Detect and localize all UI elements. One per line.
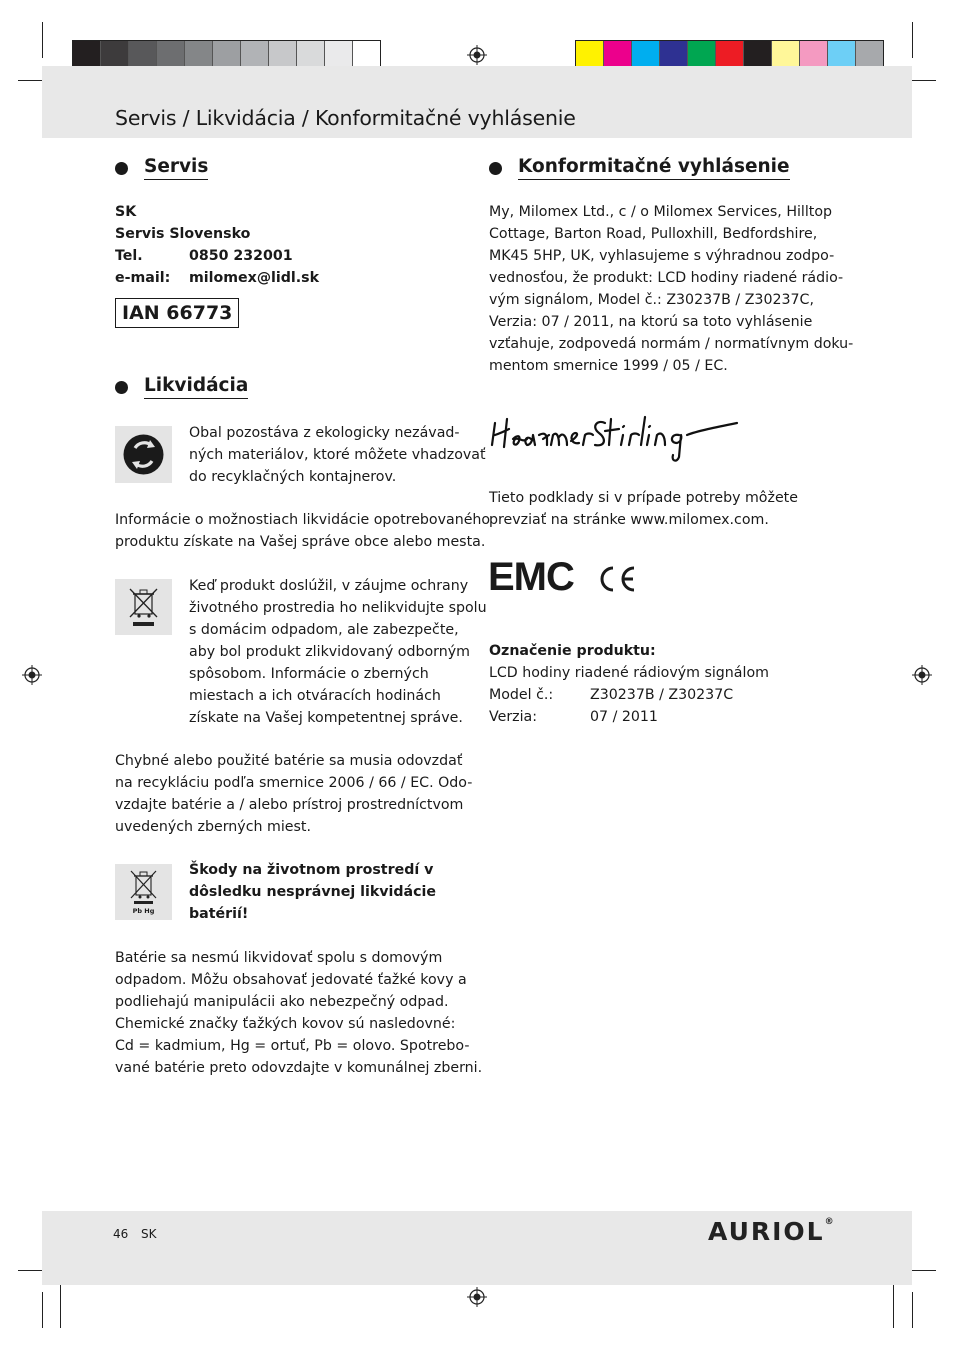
section-heading-likvidacia — [115, 375, 248, 399]
service-contact-block — [115, 201, 319, 289]
text-line: batérií! — [189, 906, 249, 922]
product-model-row — [489, 684, 769, 706]
text-line: odpadom. Môžu obsahovať jedovaté ťažké kovy a — [115, 972, 467, 988]
service-phone — [115, 245, 319, 267]
text-line: ných materiálov, ktoré môžete vhadzovať — [189, 447, 486, 463]
text-line: Keď produkt doslúžil, v záujme ochrany — [189, 578, 469, 594]
text-line: do recyklačných kontajnerov. — [189, 469, 397, 485]
product-designation — [489, 640, 769, 728]
page-number: 46 — [113, 1227, 129, 1241]
text-line: Tieto podklady si v prípade potreby môžete — [489, 490, 798, 506]
version-value: 07 / 2011 — [590, 709, 658, 725]
text-line: miestach a ich otváracích hodinách — [189, 688, 441, 704]
text-line: Škody na životnom prostredí v — [189, 862, 434, 878]
text-line: prevziať na stránke www.milomex.com. — [489, 512, 769, 528]
email-label: e-mail: — [115, 270, 171, 286]
phone-label: Tel. — [115, 248, 143, 264]
text-line: na recykláciu podľa smernice 2006 / 66 / EC. Odo- — [115, 775, 473, 791]
text-line: životného prostredia ho nelikvidujte spolu — [189, 600, 487, 616]
weee-text — [189, 575, 487, 729]
text-line: s domácim odpadom, ale zabezpečte, — [189, 622, 459, 638]
likvidacia-heading-text: Likvidácia — [144, 375, 248, 399]
email-value: milomex@lidl.sk — [189, 270, 320, 286]
crop-mark — [912, 22, 913, 58]
text-line: Obal pozostáva z ekologicky nezávad- — [189, 425, 460, 441]
text-line: Chemické značky ťažkých kovov sú nasledovné: — [115, 1016, 456, 1032]
crop-mark — [893, 1285, 894, 1328]
crop-mark — [42, 1292, 43, 1328]
text-line: vzťahuje, zodpovedá normám / normatívnym doku- — [489, 336, 854, 352]
battery-warning-text — [189, 859, 436, 925]
packaging-text — [189, 422, 486, 488]
emc-logo: EMC — [488, 555, 574, 599]
text-line: podliehajú manipulácii ako nebezpečný odpad. — [115, 994, 449, 1010]
page-title: Servis / Likvidácia / Konformitačné vyhlásenie — [115, 106, 576, 130]
text-line: Verzia: 07 / 2011, na ktorú sa toto vyhlásenie — [489, 314, 813, 330]
text-line: vým signálom, Model č.: Z30237B / Z30237C, — [489, 292, 814, 308]
text-line: My, Milomex Ltd., c / o Milomex Services, Hilltop — [489, 204, 833, 220]
text-line: aby bol produkt zlikvidovaný odborným — [189, 644, 470, 660]
brand-name: AURIOL — [708, 1217, 825, 1246]
auriol-logo: AURIOL® — [708, 1217, 834, 1246]
ian-number-box: IAN 66773 — [115, 298, 239, 328]
crop-mark — [42, 22, 43, 58]
product-label: Označenie produktu: — [489, 643, 656, 659]
crop-mark — [912, 1292, 913, 1328]
text-line: Cottage, Barton Road, Pulloxhill, Bedfordshire, — [489, 226, 818, 242]
bullet-icon — [115, 162, 128, 175]
declaration-text — [489, 201, 853, 377]
conformity-heading-text: Konformitačné vyhlásenie — [518, 156, 790, 180]
product-version-row — [489, 706, 769, 728]
crop-mark — [60, 1285, 61, 1328]
service-country: SK — [115, 204, 137, 220]
ce-mark-icon — [596, 564, 638, 594]
registration-mark-icon — [22, 665, 42, 685]
bullet-icon — [489, 162, 502, 175]
model-value: Z30237B / Z30237C — [590, 687, 734, 703]
text-line: Informácie o možnostiach likvidácie opotrebovaného — [115, 512, 491, 528]
version-label: Verzia: — [489, 709, 538, 725]
section-heading-servis — [115, 156, 208, 180]
registration-mark-icon — [467, 1287, 487, 1307]
text-line: vednosťou, že produkt: LCD hodiny riadené rádio- — [489, 270, 844, 286]
text-line: mentom smernice 1999 / 05 / EC. — [489, 358, 728, 374]
disposal-info-text — [115, 509, 490, 553]
service-email — [115, 267, 319, 289]
registration-mark-icon — [467, 45, 487, 65]
crossed-bin-icon — [115, 579, 172, 635]
text-line: spôsobom. Informácie o zberných — [189, 666, 429, 682]
battery-recycling-text — [115, 750, 472, 838]
text-line: dôsledku nesprávnej likvidácie — [189, 884, 437, 900]
documents-text — [489, 487, 798, 531]
handwritten-signature — [487, 405, 747, 465]
text-line: Batérie sa nesmú likvidovať spolu s domovým — [115, 950, 443, 966]
bullet-icon — [115, 381, 128, 394]
recycling-icon — [115, 426, 172, 483]
heavy-metals-text — [115, 947, 482, 1079]
text-line: získate na Vašej kompetentnej správe. — [189, 710, 463, 726]
battery-icon-label: Pb Hg — [132, 907, 155, 915]
text-line: Cd = kadmium, Hg = ortuť, Pb = olovo. Spotrebo- — [115, 1038, 470, 1054]
model-label: Model č.: — [489, 687, 554, 703]
text-line: uvedených zberných miest. — [115, 819, 311, 835]
text-line: Chybné alebo použité batérie sa musia odovzdať — [115, 753, 463, 769]
text-line: vané batérie preto odovzdajte v komunálnej zberni. — [115, 1060, 483, 1076]
phone-value: 0850 232001 — [189, 248, 293, 264]
text-line: MK45 5HP, UK, vyhlasujeme s výhradnou zodpo- — [489, 248, 835, 264]
product-name: LCD hodiny riadené rádiovým signálom — [489, 665, 769, 681]
service-name: Servis Slovensko — [115, 226, 251, 242]
registration-mark-icon — [912, 665, 932, 685]
text-line: vzdajte batérie a / alebo prístroj prostredníctvom — [115, 797, 464, 813]
servis-heading-text: Servis — [144, 156, 208, 180]
section-heading-conformity — [489, 156, 790, 180]
text-line: produktu získate na Vašej správe obce alebo mesta. — [115, 534, 486, 550]
battery-bin-icon — [115, 864, 172, 920]
language-code: SK — [141, 1227, 157, 1241]
